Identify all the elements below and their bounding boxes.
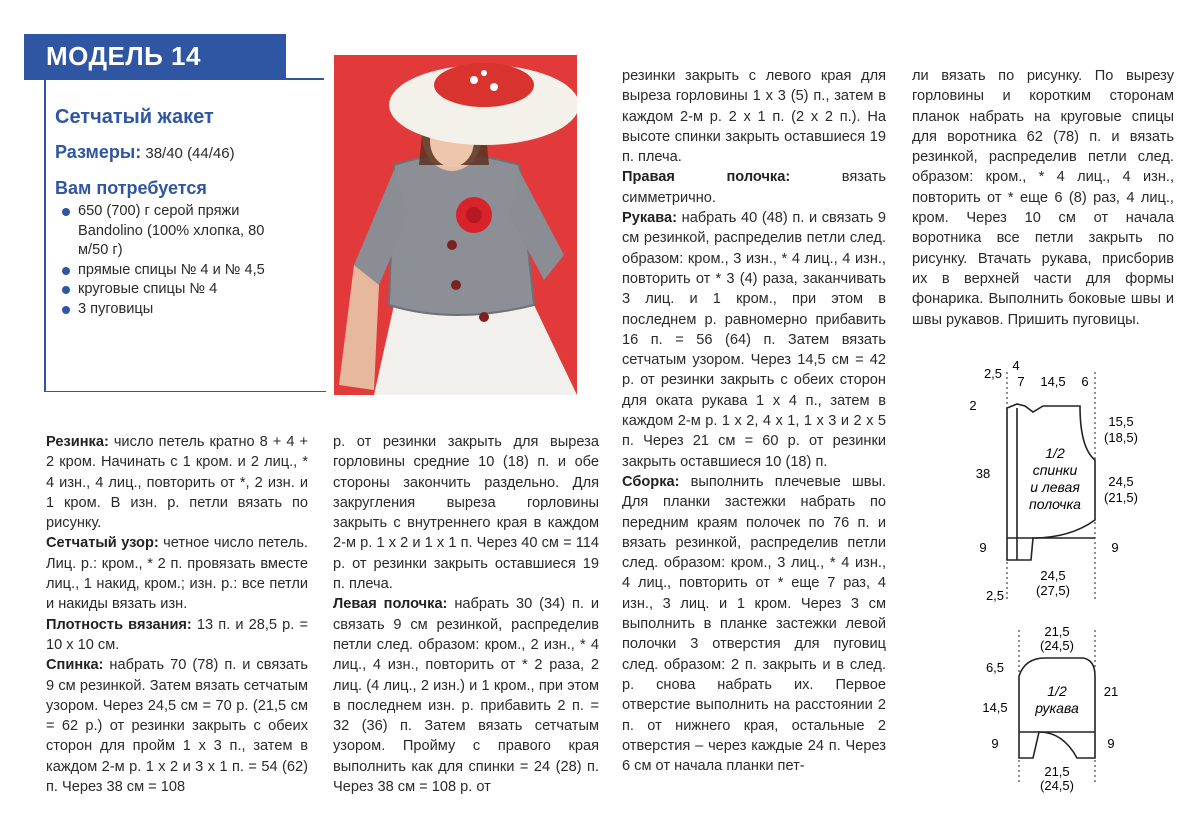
dim-bottom-b: (24,5) (1040, 778, 1074, 793)
dim-top-c: 7 (1017, 374, 1025, 389)
needs-title: Вам потребуется (55, 178, 207, 198)
paragraph: ли вязать по рисунку. По вырезу горловины и коротким сторонам планок набрать на круговые спицы для воротника 62 (78) п. и вязать резинкой, распределив петли след. образом: кром., * 4 лиц., 4 изн., повторить от * еще 6 (8) раз, 4 лиц., кром. Через 10 см от начала воротника все петли закрыть по рисунку. Втачать рукава, присборив их в верхней части для формы фонарика. Выполнить боковые швы и швы рукавов. Пришить пуговицы. (912, 68, 1174, 328)
materials-list (56, 202, 282, 319)
diagram-title-line: 1/2 (1045, 445, 1065, 461)
dim-left-bottom: 9 (979, 540, 987, 555)
dim-right-top2: (18,5) (1104, 430, 1138, 445)
text-column-3 (622, 66, 886, 776)
dim-top-e: 6 (1081, 374, 1089, 389)
diagram-title-line: и левая (1030, 479, 1080, 495)
paragraph: Сборка: выполнить плечевые швы. Для планки застежки набрать по передним краям полочек по 76 п. и вязать резинкой, распределив петли след. образом: кром., 3 лиц., * 4 изн., 4 лиц., повторить от * еще 7 раз, 4 изн., 3 лиц. и 1 кром. Через 3 см выполнить в планке застежки левой полочки 3 отверстия для пуговиц след. образом: 2 п. закрыть и в след. р. снова набрать их. Первое отверстие выполнить на расстоянии 2 п. от нижнего края, остальные 2 отверстия – через каждые 24 п. Через 6 см от начала планки пет- (622, 473, 886, 775)
back-front-schematic (955, 360, 1155, 610)
dim-bottom-b: (27,5) (1036, 583, 1070, 598)
dim-left-top: 2 (969, 398, 977, 413)
paragraph: Левая полочка: набрать 30 (34) п. и связать 9 см резинкой, распределив петли след. образом: кром., 2 изн., * 4 лиц., 4 изн., повторить от * 2 раза, 2 лиц. (4 лиц., 2 изн.) и 1 кром., при этом в последнем изн. р. прибавить 2 п. = 32 (36) п. Затем вязать сетчатым узором. Пройму с правого края выполнить как для спинки = 24 (28) п. Через 38 см = 108 р. от (333, 596, 599, 796)
diagram-title-line: 1/2 (1047, 683, 1067, 699)
material-item: 650 (700) г серой пряжи Bandolino (100% хлопка, 80 м/50 г) (56, 202, 282, 261)
text-column-4 (912, 66, 1174, 330)
dim-left-mid: 14,5 (982, 700, 1008, 715)
material-item: круговые спицы № 4 (56, 280, 282, 300)
sleeve-schematic (965, 620, 1155, 800)
dim-right-top: 15,5 (1108, 414, 1134, 429)
sizes-label: Размеры: (55, 142, 142, 162)
text-column-2 (333, 432, 599, 797)
dim-right-mid: 21 (1103, 684, 1119, 699)
material-item: 3 пуговицы (56, 300, 282, 320)
diagram-title-line: полочка (1029, 496, 1081, 512)
dim-left-top: 6,5 (985, 660, 1005, 675)
model-photo (334, 55, 577, 395)
garment-title: Сетчатый жакет (55, 106, 214, 128)
dim-left-bottom: 9 (991, 736, 999, 751)
diagram-title-line: спинки (1032, 462, 1078, 478)
dim-top-d: 14,5 (1040, 374, 1066, 389)
paragraph: Плотность вязания: 13 п. и 28,5 р. = 10 х 10 см. (46, 616, 308, 653)
dim-top-b: (24,5) (1040, 638, 1074, 653)
model-title: МОДЕЛЬ 14 (24, 34, 286, 78)
sizes-value: 38/40 (44/46) (145, 145, 235, 162)
paragraph: Правая полочка: вязать симметрично. (622, 169, 886, 206)
dim-top-b: 4 (1012, 360, 1020, 373)
paragraph: р. от резинки закрыть для выреза горловины средние 10 (18) п. и обе стороны закончить раздельно. Для закругления выреза горловины закрыть с внутреннего края в каждом 2-м р. 1 х 2 и 1 х 1 п. Через 40 см = 114 р. от резинки закрыть оставшиеся 19 п. плеча. (333, 434, 599, 593)
text-column-1 (46, 432, 308, 797)
diagram-title-line: рукава (1035, 700, 1079, 716)
dim-right-bottom: 9 (1111, 540, 1119, 555)
dim-right-mid: 24,5 (1108, 474, 1134, 489)
dim-bottom-left: 2,5 (985, 588, 1005, 603)
dim-bottom-a: 24,5 (1040, 568, 1066, 583)
paragraph: резинки закрыть с левого края для выреза горловины 1 х 3 (5) п., затем в каждом 2-м р. 2 х 1 п. (2 х 2 п.). На высоте спинки закрыть оставшиеся 19 п. плеча. (622, 68, 886, 166)
sizes-line (55, 142, 235, 163)
dim-top-a: 21,5 (1044, 624, 1070, 639)
dim-right-bottom: 9 (1107, 736, 1115, 751)
paragraph: Рукава: набрать 40 (48) п. и связать 9 см резинкой, распределив петли след. образом: кром., 3 изн., * 4 лиц., 4 изн., повторить от * 3 (4) раза, заканчивать 3 лиц. и 1 кром., при этом в последнем р. равномерно прибавить 16 п. = 56 (64) п. Затем вязать сетчатым узором. Через 14,5 см = 42 р. от резинки закрыть с обеих сторон для оката рукава 1 х 4 п., затем в каждом 2-м р. 1 х 2, 4 х 1, 1 х 3 и 2 х 5 п. Через 21 см = 60 р. от резинки закрыть оставшиеся 10 (18) п. (622, 210, 886, 470)
dim-bottom-a: 21,5 (1044, 764, 1070, 779)
dim-left-mid: 38 (975, 466, 991, 481)
material-item: прямые спицы № 4 и № 4,5 (56, 261, 282, 281)
paragraph: Резинка: число петель кратно 8 + 4 + 2 кром. Начинать с 1 кром. и 2 лиц., * 4 изн., 4 лиц., повторить от *, 2 изн. и 1 кром. В изн. р. петли вязать по рисунку. (46, 434, 308, 532)
paragraph: Сетчатый узор: четное число петель. Лиц. р.: кром., * 2 п. провязать вместе лиц., 1 накид, кром.; изн. р.: все петли и накиды вязать изн. (46, 535, 308, 613)
dim-top-a: 2,5 (983, 366, 1003, 381)
dim-right-mid2: (21,5) (1104, 490, 1138, 505)
paragraph: Спинка: набрать 70 (78) п. и связать 9 см резинкой. Затем вязать сетчатым узором. Через 24,5 см = 70 р. (21,5 см = 62 р.) от резинки закрыть с обеих сторон для пройм 1 х 3 п., затем в каждом 2-м р. 1 х 2 и 3 х 1 п. = 54 (62) п. Через 38 см = 108 (46, 657, 308, 796)
